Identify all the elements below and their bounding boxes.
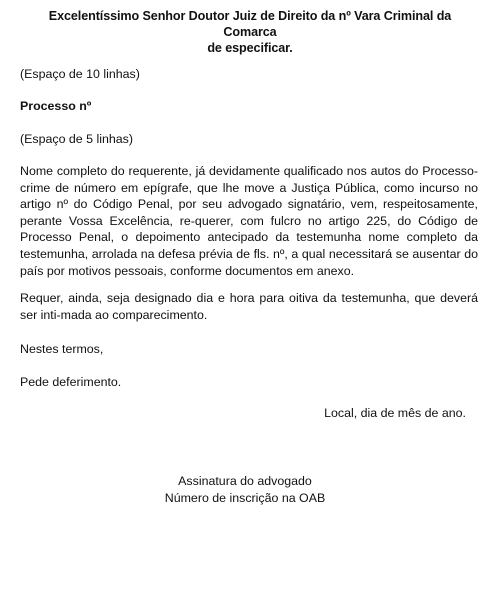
signature-line: Assinatura do advogado <box>178 474 312 488</box>
closing-terms: Nestes termos, <box>20 342 104 356</box>
oab-number-line: Número de inscrição na OAB <box>164 491 326 505</box>
title-line-2: de especificar. <box>207 41 293 55</box>
closing-request: Pede deferimento. <box>20 375 122 389</box>
signature-block <box>0 473 490 507</box>
place-date: Local, dia de mês de ano. <box>324 406 466 420</box>
process-label: Processo nº <box>20 99 92 113</box>
document-title <box>30 8 470 56</box>
title-line-1: Excelentíssimo Senhor Doutor Juiz de Direito da nº Vara Criminal da Comarca <box>48 9 452 39</box>
hearing-paragraph: Requer, ainda, seja designado dia e hora para oitiva da testemunha, que deverá ser inti-mada ao comparecimento. <box>20 291 478 322</box>
request-paragraph: Nome completo do requerente, já devidamente qualificado nos autos do Processo-crime de número em epígrafe, que lhe move a Justiça Pública, como incurso no artigo nº do Código Penal, por seu advogado signatário, vem, respeitosamente, perante Vossa Excelência, re-querer, com fulcro no artigo 225, do Código de Processo Penal, o depoimento antecipado da testemunha nome completo da testemunha, arrolada na defesa prévia de fls. nº, a qual necessitará se ausentar do país por motivos pessoais, conforme documentos em anexo. <box>20 164 478 278</box>
spacing-note-10-lines: (Espaço de 10 linhas) <box>20 67 140 81</box>
spacing-note-5-lines: (Espaço de 5 linhas) <box>20 132 133 146</box>
